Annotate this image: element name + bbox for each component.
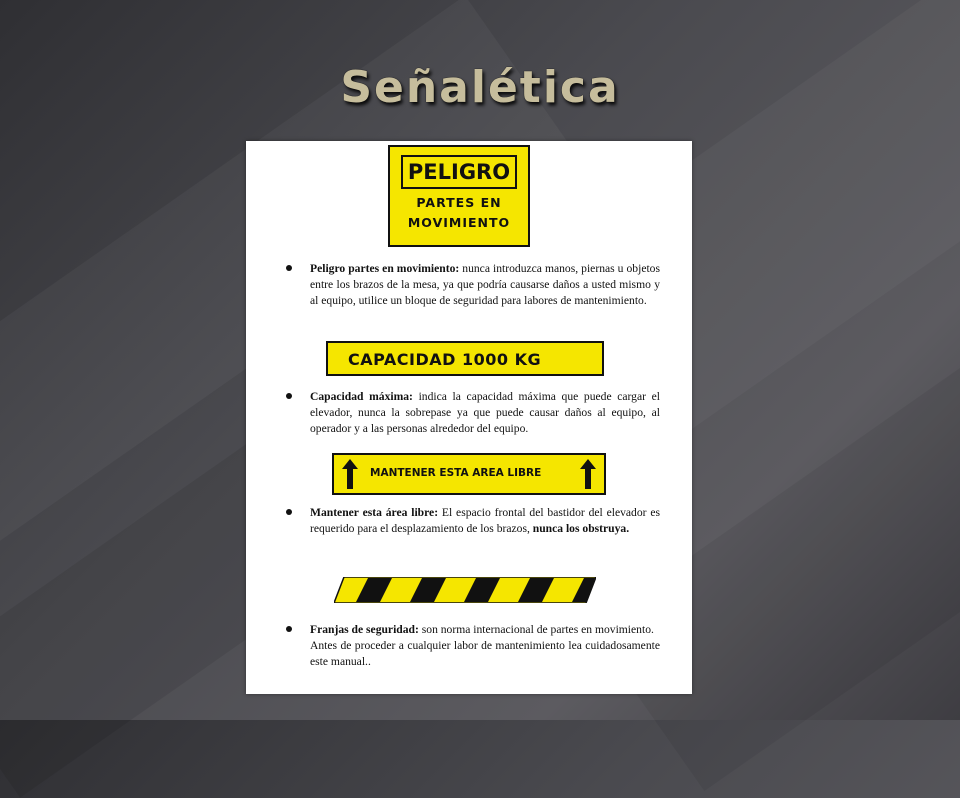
mantener-sign	[332, 453, 606, 495]
bullet-body: indica la capacidad máxima que puede cargar el elevador, nunca la sobrepase ya que puede causar daños al equipo, al operador y a las personas alrededor del equipo.	[310, 390, 660, 435]
bullet-franjas-text	[310, 622, 660, 670]
bullet-lead: Mantener esta área libre:	[310, 506, 439, 519]
mantener-sign-text: MANTENER ESTA AREA LIBRE	[370, 467, 542, 479]
safety-stripes-sign	[334, 577, 596, 603]
capacidad-sign	[326, 341, 604, 376]
bullet-peligro	[286, 261, 660, 309]
bullet-dot	[286, 265, 292, 271]
bullet-body-2: Antes de proceder a cualquier labor de mantenimiento lea cuidadosamente este manual..	[310, 639, 660, 668]
peligro-sign-line2: MOVIMIENTO	[407, 215, 511, 230]
bullet-lead: Capacidad máxima:	[310, 390, 413, 403]
bullet-capacidad-text	[310, 389, 660, 437]
document-page	[246, 141, 692, 694]
bullet-lead: Peligro partes en movimiento:	[310, 262, 460, 275]
bullet-peligro-text	[310, 261, 660, 309]
peligro-sign	[388, 145, 530, 247]
bullet-capacidad	[286, 389, 660, 437]
arrow-up-icon	[580, 459, 596, 489]
capacidad-sign-text: CAPACIDAD 1000 KG	[348, 350, 542, 369]
arrow-up-icon	[342, 459, 358, 489]
bullet-lead: Franjas de seguridad:	[310, 623, 419, 636]
bullet-dot	[286, 509, 292, 515]
peligro-sign-line1: PARTES EN	[416, 195, 502, 210]
bullet-franjas	[286, 622, 660, 670]
bullet-body: nunca introduzca manos, piernas u objetos entre los brazos de la mesa, ya que podría causarse daños a usted mismo y al equipo, utilice un bloque de seguridad para labores de mantenimiento.	[310, 262, 660, 307]
bullet-mantener-text	[310, 505, 660, 537]
bullet-dot	[286, 626, 292, 632]
bullet-mantener	[286, 505, 660, 537]
bullet-dot	[286, 393, 292, 399]
bullet-body: son norma internacional de partes en movimiento.	[418, 623, 654, 636]
peligro-sign-header: PELIGRO	[401, 155, 517, 189]
bullet-tail: nunca los obstruya.	[532, 522, 630, 535]
slide-title: Señalética	[340, 62, 620, 113]
bullet-body: El espacio frontal del bastidor del elevador es requerido para el desplazamiento de los brazos,	[310, 506, 661, 535]
